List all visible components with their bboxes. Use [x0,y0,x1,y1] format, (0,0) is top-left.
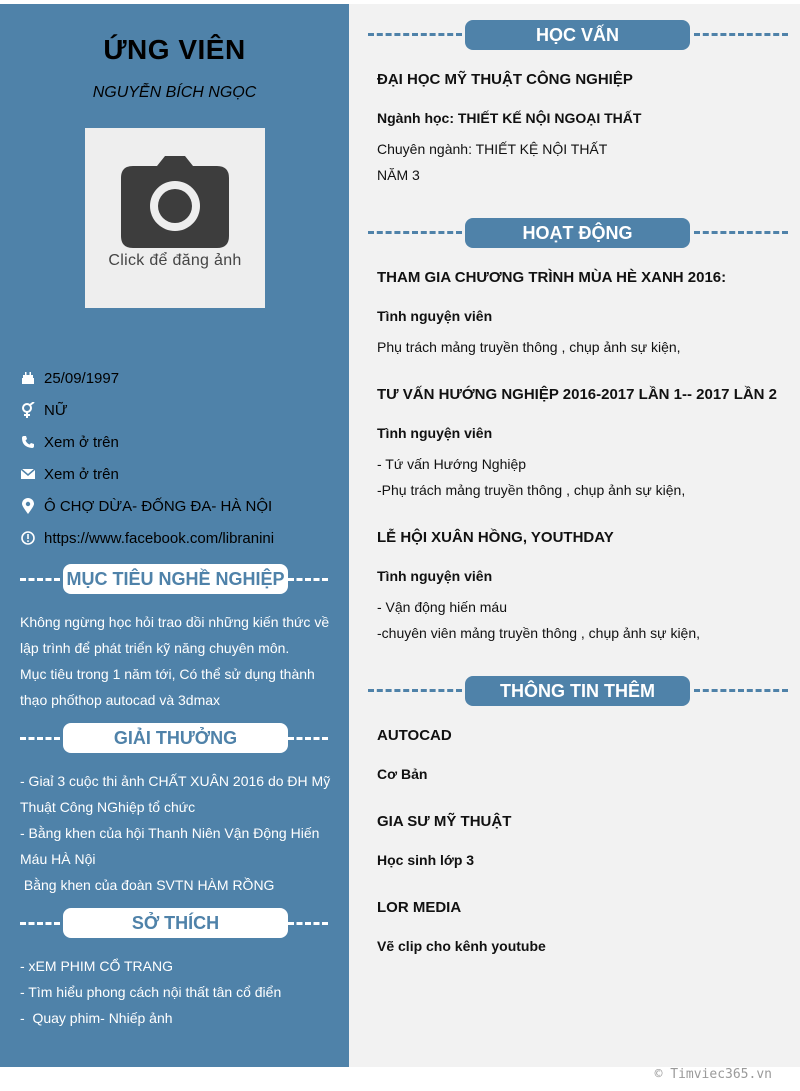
contact-text: 25/09/1997 [44,369,120,387]
birthday-cake-icon [20,370,36,386]
activity-title: TƯ VẤN HƯỚNG NGHIỆP 2016-2017 LẦN 1-- 2017 LẦN 2 [377,386,778,403]
activity-detail: - Vận động hiến máu [377,599,507,615]
hobbies-text: - xEM PHIM CỔ TRANG - Tìm hiểu phong cách nội thất tân cổ điển - Quay phim- Nhiếp ảnh [20,958,282,1026]
contact-email [20,464,119,484]
email-icon [20,466,36,482]
contact-gender [20,400,68,420]
activity-title: THAM GIA CHƯƠNG TRÌNH MÙA HÈ XANH 2016: [377,269,727,286]
education-year: NĂM 3 [377,167,420,183]
objective-text: Không ngừng học hỏi trao dồi những kiến thức về lập trình để phát triển kỹ năng chuyên môn. Mục tiêu trong 1 năm tới, Có thể sử dụng thành thạo phốthop autocad và 3dmax [20,614,330,708]
candidate-title: ỨNG VIÊN [103,34,246,65]
education-school: ĐẠI HỌC MỸ THUẬT CÔNG NGHIỆP [377,71,633,88]
watermark: © Timviec365.vn [654,1067,772,1082]
contact-text: Ô CHỢ DỪA- ĐỐNG ĐA- HÀ NỘI [44,497,273,515]
activity-role: Tình nguyện viên [377,308,493,324]
activity-role: Tình nguyện viên [377,425,493,441]
camera-icon [121,154,229,248]
awards-heading: GIẢI THƯỞNG [20,723,328,753]
activity-detail: - Tứ vấn Hướng Nghiệp [377,456,527,472]
contact-website[interactable] [20,528,274,548]
additional-title: AUTOCAD [377,727,452,744]
contact-text: NỮ [44,401,68,419]
candidate-name: NGUYỄN BÍCH NGỌC [92,84,257,101]
additional-title: LOR MEDIA [377,899,462,916]
gender-icon [20,402,36,418]
awards-text: - Giaỉ 3 cuộc thi ảnh CHẤT XUÂN 2016 do ĐH Mỹ Thuật Công NGhiệp tổ chức - Bằng khen của hội Thanh Niên Vận Động Hiến Máu HÀ Nội Bằng khen của đoàn SVTN HÀM RỒNG [20,773,331,893]
website-icon [20,530,36,546]
education-major: Ngành học: THIẾT KẾ NỘI NGOẠI THẤT [377,110,642,126]
activity-detail: -Phụ trách mảng truyền thông , chụp ảnh sự kiện, [377,482,686,498]
photo-upload-label: Click để đăng ảnh [108,252,242,269]
additional-title: GIA SƯ MỸ THUẬT [377,813,512,830]
contact-phone [20,432,119,452]
contact-text: Xem ở trên [44,465,119,483]
photo-upload[interactable] [85,128,265,308]
additional-detail: Cơ Bản [377,766,428,782]
contact-birthday [20,368,119,388]
location-pin-icon [20,498,36,514]
activity-detail: -chuyên viên mảng truyền thông , chụp ảnh sự kiện, [377,625,701,641]
additional-detail: Vẽ clip cho kênh youtube [377,938,546,954]
phone-icon [20,434,36,450]
additional-detail: Học sinh lớp 3 [377,852,475,868]
activities-heading: HOẠT ĐỘNG [368,218,788,248]
hobbies-heading: SỞ THÍCH [20,908,328,938]
additional-heading: THÔNG TIN THÊM [368,676,788,706]
activity-detail: Phụ trách mảng truyền thông , chụp ảnh sự kiện, [377,339,681,355]
education-specialty: Chuyên ngành: THIẾT KỆ NỘI THẤT [377,141,608,157]
objective-heading: MỤC TIÊU NGHỀ NGHIỆP [20,564,328,594]
activity-title: LỄ HỘI XUÂN HỒNG, YOUTHDAY [377,529,614,546]
education-heading: HỌC VẤN [368,20,788,50]
contact-address [20,496,272,516]
contact-text: https://www.facebook.com/libranini [44,529,275,547]
activity-role: Tình nguyện viên [377,568,493,584]
contact-text: Xem ở trên [44,433,119,451]
